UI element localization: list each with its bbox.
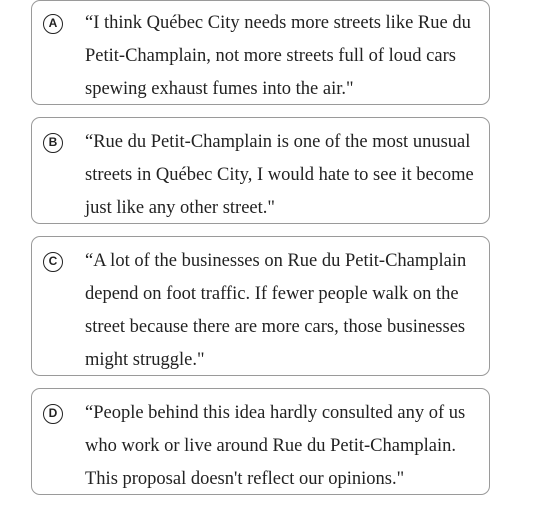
option-text-line: “A lot of the businesses on Rue du Petit-Champlain <box>85 251 467 271</box>
option-letter-badge: B <box>43 133 63 153</box>
option-text-line: spewing exhaust fumes into the air." <box>85 79 354 99</box>
option-text <box>85 397 483 496</box>
option-letter-badge: A <box>43 14 63 34</box>
option-text-line: “Rue du Petit-Champlain is one of the most unusual <box>85 132 471 152</box>
answer-option-c[interactable] <box>31 236 490 376</box>
option-text-line: Petit-Champlain, not more streets full of loud cars <box>85 46 456 66</box>
option-text-line: just like any other street." <box>85 198 275 218</box>
option-text-line: streets in Québec City, I would hate to see it become <box>85 165 474 185</box>
option-letter-badge: D <box>43 404 63 424</box>
option-text <box>85 245 483 377</box>
option-text-line: “I think Québec City needs more streets like Rue du <box>85 13 471 33</box>
option-text-line: depend on foot traffic. If fewer people walk on the <box>85 284 459 304</box>
option-text-line: street because there are more cars, those businesses <box>85 317 466 337</box>
option-text-line: This proposal doesn't reflect our opinions." <box>85 469 405 489</box>
option-text-line: who work or live around Rue du Petit-Champlain. <box>85 436 456 456</box>
option-text-line: “People behind this idea hardly consulted any of us <box>85 403 466 423</box>
option-letter-badge: C <box>43 252 63 272</box>
answer-option-d[interactable] <box>31 388 490 495</box>
option-text <box>85 126 483 225</box>
option-text <box>85 7 483 106</box>
option-text-line: might struggle." <box>85 350 205 370</box>
answer-option-a[interactable] <box>31 0 490 105</box>
answer-option-b[interactable] <box>31 117 490 224</box>
